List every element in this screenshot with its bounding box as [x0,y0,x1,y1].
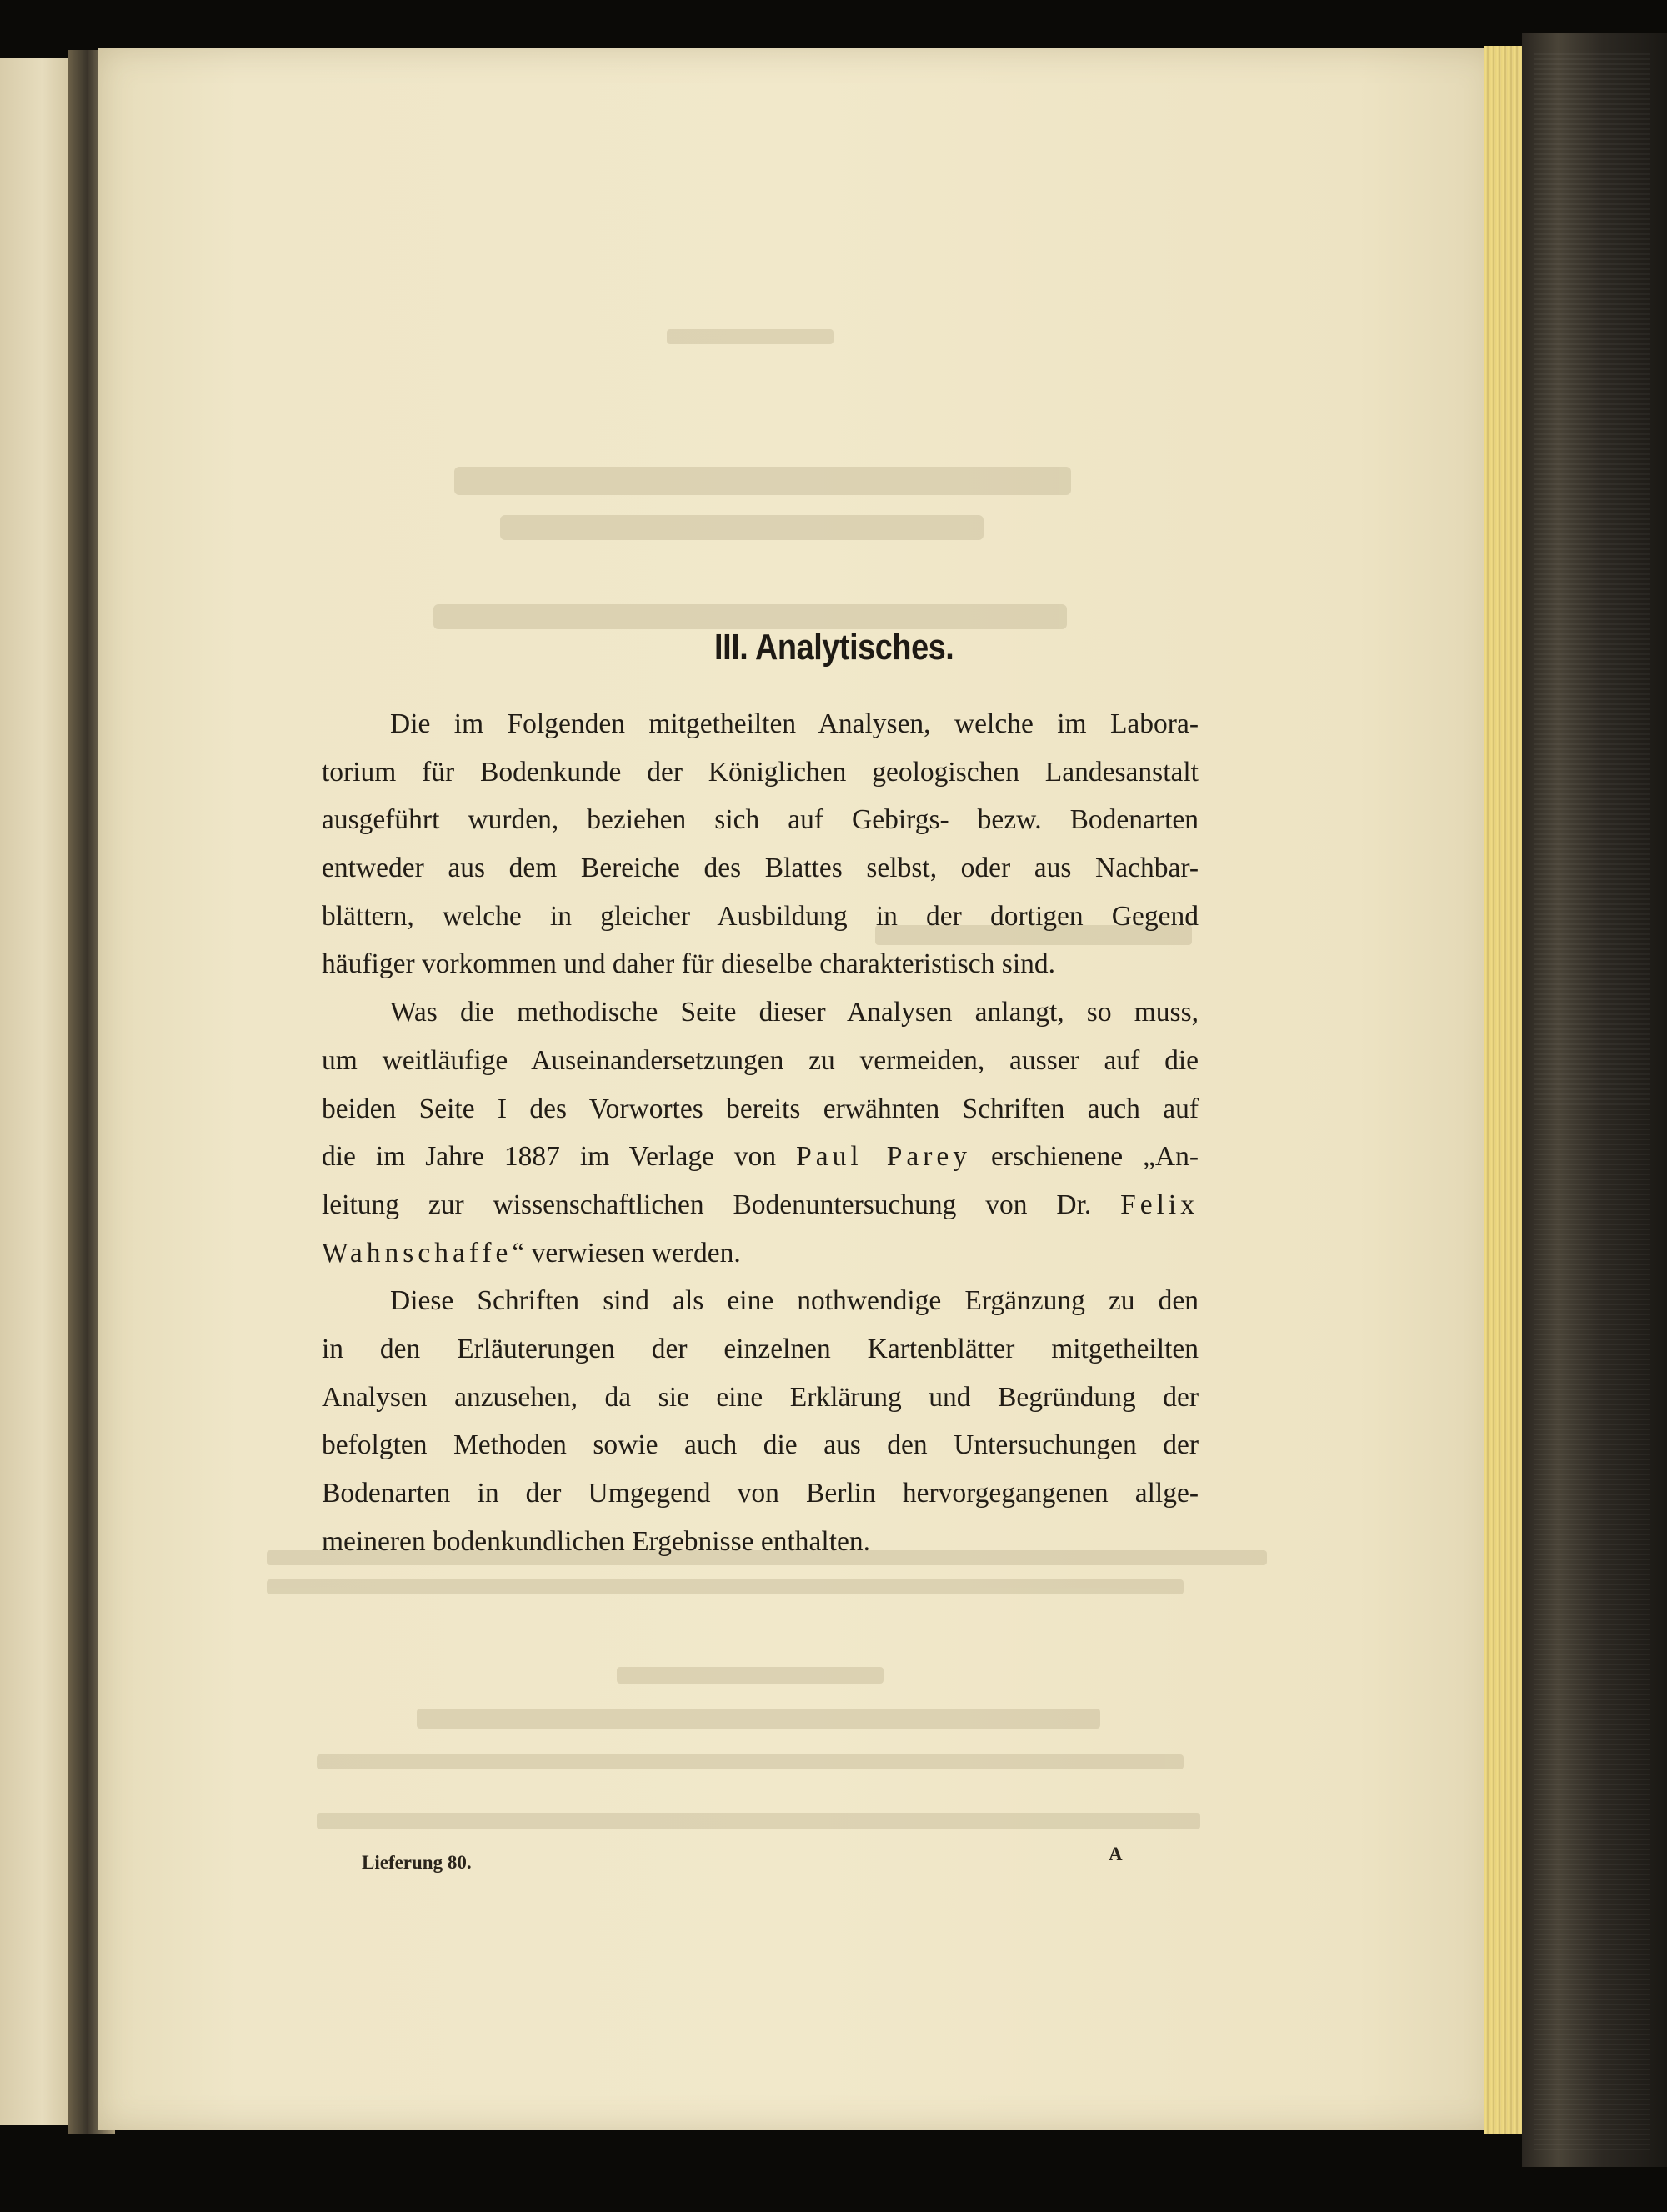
text-segment: leitung zur wissenschaftlichen Bodenuntersuchung von Dr. [322,1189,1121,1220]
text-line: ausgeführt wurden, beziehen sich auf Gebirgs- bezw. Bodenarten [322,804,1199,836]
text-segment: die im Jahre 1887 im Verlage von [322,1141,797,1173]
text-line: Analysen anzusehen, da sie eine Erklärung und Begründung der [322,1381,1199,1413]
text-line: Was die methodische Seite dieser Analysen anlangt, so muss, [390,997,1199,1028]
page-edge-stack [1484,46,1524,2134]
text-line [322,1181,1199,1229]
publisher-name: Paul Parey [796,1141,971,1173]
footer-signature-mark: A [1109,1844,1123,1864]
text-line: torium für Bodenkunde der Königlichen geologischen Landesanstalt [322,756,1199,788]
text-line: Diese Schriften sind als eine nothwendige Ergänzung zu den [390,1285,1199,1317]
section-title: III. Analytisches. [713,627,954,668]
left-facing-page [0,58,77,2125]
binding-texture [1534,50,1650,2150]
paragraph-2 [322,988,1199,1277]
footer-delivery-number: Lieferung 80. [362,1852,472,1873]
paragraph-3 [322,1277,1199,1565]
text-line: befolgten Methoden sowie auch die aus den Untersuchungen der [322,1429,1199,1461]
text-line: häufiger vorkommen und daher für dieselbe charakteristisch sind. [322,948,1056,980]
text-line: beiden Seite I des Vorwortes bereits erwähnten Schriften auch auf [322,1093,1199,1124]
text-segment: erschienene „An- [970,1141,1199,1173]
text-segment: “ verwiesen werden. [512,1237,741,1269]
text-line [322,1229,1199,1278]
text-line: Bodenarten in der Umgegend von Berlin hervorgegangenen allge- [322,1478,1199,1509]
text-line [322,1133,1199,1181]
text-line: in den Erläuterungen der einzelnen Kartenblätter mitgetheilten [322,1333,1199,1364]
text-line: entweder aus dem Bereiche des Blattes selbst, oder aus Nachbar- [322,853,1199,884]
text-line: Die im Folgenden mitgetheilten Analysen, welche im Labora- [390,708,1199,739]
text-line: blättern, welche in gleicher Ausbildung in der dortigen Gegend [322,900,1199,932]
text-line: meineren bodenkundlichen Ergebnisse enthalten. [322,1525,871,1557]
paragraph-1 [322,700,1199,988]
body-text [322,700,1199,1565]
author-last-name: Wahnschaffe [322,1237,513,1269]
author-first-name: Felix [1120,1189,1199,1220]
text-line: um weitläufige Auseinandersetzungen zu vermeiden, ausser auf die [322,1044,1199,1076]
